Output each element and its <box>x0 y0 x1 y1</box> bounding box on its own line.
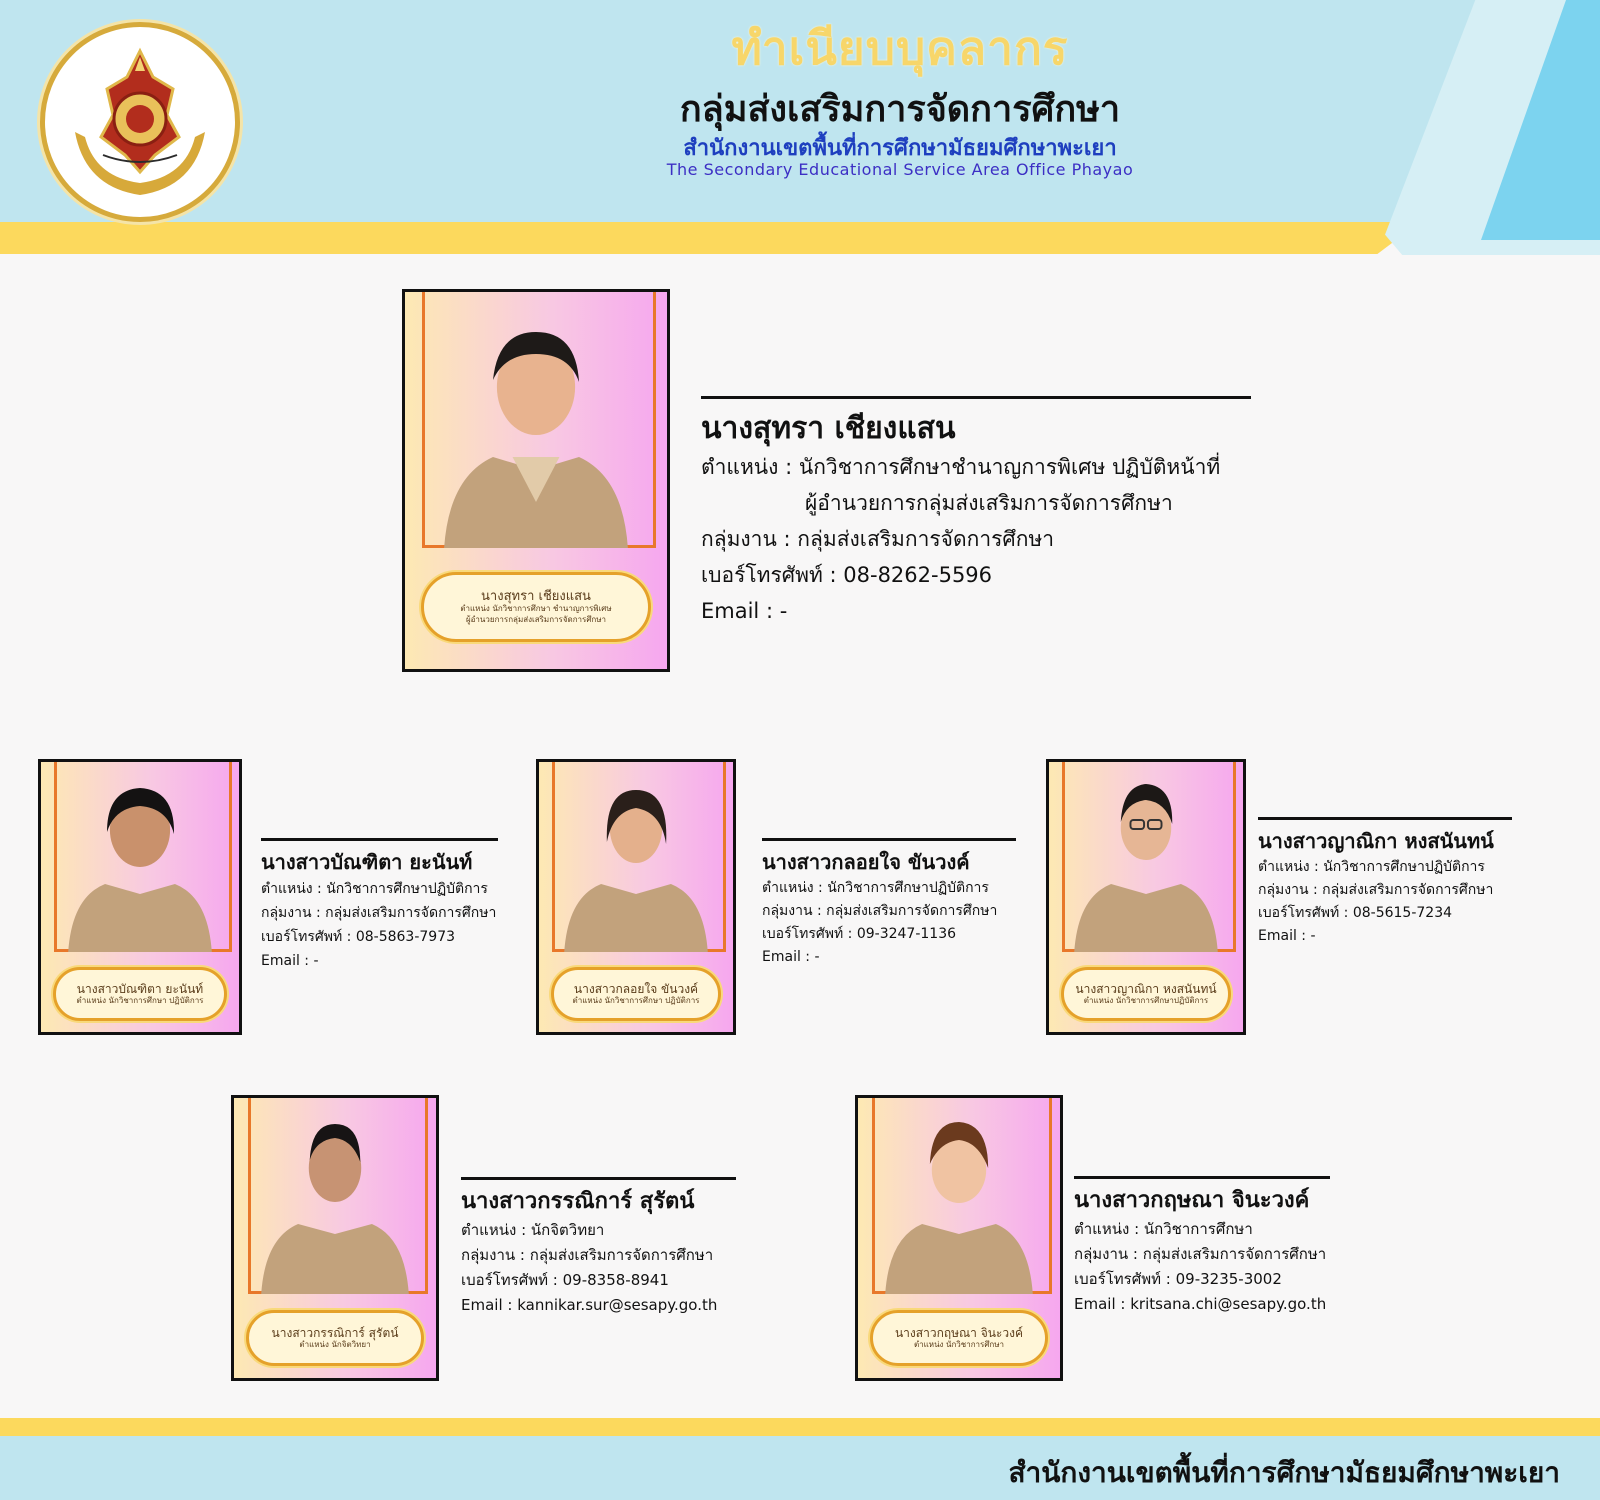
email-label: Email : <box>762 949 811 965</box>
plaque-name: นางสาวบัณฑิตา ยะนันท์ <box>76 981 204 996</box>
seal-emblem-icon <box>55 37 225 207</box>
portrait-photo <box>405 292 667 548</box>
footer-yellow-band <box>0 1418 1600 1436</box>
position-line <box>762 877 1032 900</box>
divider-rule <box>1258 817 1512 820</box>
position-label: ตำแหน่ง : <box>461 1221 527 1239</box>
phone-line <box>1074 1267 1374 1292</box>
email-value: kritsana.chi@sesapy.go.th <box>1130 1295 1327 1313</box>
name-plaque <box>53 967 227 1021</box>
divider-rule <box>461 1177 736 1180</box>
phone-value: 09-3235-3002 <box>1175 1270 1282 1288</box>
plaque-name: นางสาวญาณิกา หงสนันทน์ <box>1075 981 1217 996</box>
portrait-photo <box>1049 762 1243 952</box>
email-line <box>1258 925 1548 948</box>
office-seal-logo <box>40 22 240 222</box>
email-label: Email : <box>701 599 774 623</box>
phone-line <box>701 557 1251 593</box>
director-info <box>701 396 1251 629</box>
phone-line <box>1258 902 1548 925</box>
position-value-2: ผู้อำนวยการกลุ่มส่งเสริมการจัดการศึกษา <box>805 491 1173 515</box>
position-value: นักวิชาการศึกษา <box>1143 1220 1253 1238</box>
position-line <box>1258 856 1548 879</box>
phone-label: เบอร์โทรศัพท์ : <box>762 926 853 942</box>
group-label: กลุ่มงาน : <box>701 527 791 551</box>
phone-line <box>461 1268 761 1293</box>
name-plaque <box>551 967 722 1021</box>
plaque-position: ตำแหน่ง นักวิชาการศึกษา ปฏิบัติการ <box>572 996 700 1005</box>
plaque-position: ตำแหน่ง นักวิชาการศึกษา ปฏิบัติการ <box>76 996 204 1005</box>
divider-rule <box>261 838 498 841</box>
phone-line <box>261 925 531 949</box>
email-label: Email : <box>1258 928 1307 944</box>
phone-label: เบอร์โทรศัพท์ : <box>1258 905 1349 921</box>
email-label: Email : <box>261 953 310 969</box>
group-value: กลุ่มส่งเสริมการจัดการศึกษา <box>1142 1245 1327 1263</box>
group-label: กลุ่มงาน : <box>762 903 822 919</box>
email-label: Email : <box>461 1296 513 1314</box>
phone-label: เบอร์โทรศัพท์ : <box>461 1271 558 1289</box>
group-line <box>461 1243 761 1268</box>
group-value: กลุ่มส่งเสริมการจัดการศึกษา <box>529 1246 714 1264</box>
header-banner <box>0 0 1600 255</box>
phone-value: 08-5615-7234 <box>1352 905 1453 921</box>
department-title: กลุ่มส่งเสริมการจัดการศึกษา <box>679 89 1121 130</box>
office-name-thai: สำนักงานเขตพื้นที่การศึกษามัธยมศึกษาพะเยา <box>683 136 1117 161</box>
staff-info <box>762 838 1032 969</box>
email-line <box>762 946 1032 969</box>
email-line <box>461 1293 761 1318</box>
header-yellow-band <box>0 222 1420 254</box>
person-name: นางสาวกฤษณา จินะวงค์ <box>1074 1188 1310 1213</box>
plaque-name: นางสาวกฤษณา จินะวงค์ <box>894 1325 1024 1340</box>
email-line <box>261 949 531 973</box>
group-label: กลุ่มงาน : <box>1258 882 1318 898</box>
email-value: - <box>779 599 788 623</box>
person-name: นางสาวกลอยใจ ขันวงค์ <box>762 850 970 874</box>
name-plaque <box>246 1310 424 1366</box>
position-label: ตำแหน่ง : <box>762 880 823 896</box>
position-label: ตำแหน่ง : <box>261 881 322 897</box>
group-value: กลุ่มส่งเสริมการจัดการศึกษา <box>797 527 1055 551</box>
email-line <box>1074 1292 1374 1317</box>
phone-label: เบอร์โทรศัพท์ : <box>701 563 837 587</box>
name-plaque <box>870 1310 1048 1366</box>
group-line <box>1074 1242 1374 1267</box>
portrait-photo <box>41 762 239 952</box>
plaque-position-2: ผู้อำนวยการกลุ่มส่งเสริมการจัดการศึกษา <box>465 614 607 624</box>
email-value: - <box>814 949 820 965</box>
plaque-position: ตำแหน่ง นักวิชาการศึกษา ชำนาญการพิเศษ <box>460 604 612 614</box>
position-label: ตำแหน่ง : <box>701 455 793 479</box>
position-value: นักวิชาการศึกษาปฏิบัติการ <box>827 880 989 896</box>
email-value: - <box>1310 928 1316 944</box>
group-label: กลุ่มงาน : <box>261 905 321 921</box>
phone-value: 08-8262-5596 <box>843 563 993 587</box>
phone-value: 08-5863-7973 <box>355 929 456 945</box>
email-value: - <box>313 953 319 969</box>
staff-info <box>261 838 531 973</box>
portrait-photo <box>858 1098 1060 1294</box>
office-name-english: The Secondary Educational Service Area Office Phayao <box>666 160 1134 179</box>
portrait-photo <box>234 1098 436 1294</box>
group-line <box>1258 879 1548 902</box>
phone-label: เบอร์โทรศัพท์ : <box>1074 1270 1171 1288</box>
group-label: กลุ่มงาน : <box>461 1246 525 1264</box>
group-label: กลุ่มงาน : <box>1074 1245 1138 1263</box>
position-label: ตำแหน่ง : <box>1074 1220 1140 1238</box>
page-title: ทำเนียบบุคลากร <box>731 21 1069 75</box>
position-line <box>701 449 1251 485</box>
email-label: Email : <box>1074 1295 1126 1313</box>
plaque-name: นางสาวกลอยใจ ขันวงค์ <box>573 981 699 996</box>
portrait-photo <box>539 762 733 952</box>
staff-info <box>461 1177 761 1318</box>
group-value: กลุ่มส่งเสริมการจัดการศึกษา <box>325 905 497 921</box>
footer-office-name: สำนักงานเขตพื้นที่การศึกษามัธยมศึกษาพะเยา <box>1008 1456 1560 1489</box>
group-line <box>261 901 531 925</box>
person-name: นางสาวกรรณิการ์ สุรัตน์ <box>461 1189 695 1214</box>
position-label: ตำแหน่ง : <box>1258 859 1319 875</box>
email-value: kannikar.sur@sesapy.go.th <box>517 1296 718 1314</box>
person-name: นางสาวบัณฑิตา ยะนันท์ <box>261 850 473 874</box>
group-line <box>762 900 1032 923</box>
position-line <box>1074 1217 1374 1242</box>
divider-rule <box>762 838 1016 841</box>
plaque-position: ตำแหน่ง นักวิชาการศึกษา <box>913 1340 1005 1349</box>
person-name: นางสาวญาณิกา หงสนันทน์ <box>1258 829 1494 853</box>
name-plaque <box>421 572 652 642</box>
staff-photo-card <box>1046 759 1246 1035</box>
position-value: นักจิตวิทยา <box>530 1221 605 1239</box>
phone-label: เบอร์โทรศัพท์ : <box>261 929 352 945</box>
phone-value: 09-8358-8941 <box>562 1271 669 1289</box>
staff-photo-card <box>38 759 242 1035</box>
group-value: กลุ่มส่งเสริมการจัดการศึกษา <box>1322 882 1494 898</box>
name-plaque <box>1061 967 1232 1021</box>
staff-photo-card <box>231 1095 439 1381</box>
plaque-position: ตำแหน่ง นักจิตวิทยา <box>299 1340 371 1349</box>
position-value: นักวิชาการศึกษาชำนาญการพิเศษ ปฏิบัติหน้าที่ <box>798 455 1221 479</box>
staff-photo-card <box>855 1095 1063 1381</box>
group-value: กลุ่มส่งเสริมการจัดการศึกษา <box>826 903 998 919</box>
position-value: นักวิชาการศึกษาปฏิบัติการ <box>1323 859 1485 875</box>
phone-line <box>762 923 1032 946</box>
staff-info <box>1074 1176 1374 1317</box>
person-name: นางสุทรา เชียงแสน <box>701 411 956 446</box>
divider-rule <box>701 396 1251 399</box>
position-line <box>261 877 531 901</box>
position-line <box>461 1218 761 1243</box>
position-value: นักวิชาการศึกษาปฏิบัติการ <box>326 881 488 897</box>
email-line <box>701 593 1251 629</box>
group-line <box>701 521 1251 557</box>
plaque-name: นางสาวกรรณิการ์ สุรัตน์ <box>271 1325 399 1340</box>
position-line-2 <box>701 485 1251 521</box>
plaque-name: นางสุทรา เชียงแสน <box>481 588 591 604</box>
director-photo-card <box>402 289 670 672</box>
plaque-position: ตำแหน่ง นักวิชาการศึกษาปฏิบัติการ <box>1083 996 1209 1005</box>
phone-value: 09-3247-1136 <box>856 926 957 942</box>
divider-rule <box>1074 1176 1330 1179</box>
staff-info <box>1258 817 1548 948</box>
staff-photo-card <box>536 759 736 1035</box>
